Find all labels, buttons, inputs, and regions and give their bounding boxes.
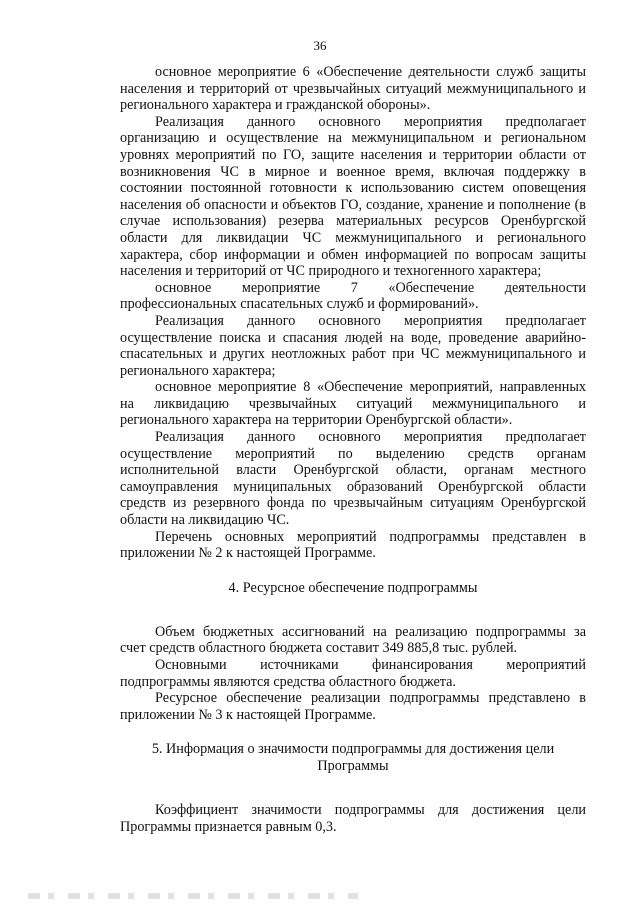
paragraph-activity-8-description: Реализация данного основного мероприятия предполагает осуществление мероприятий по выделению средств органам исполнительной власти Оренбургской области, органам местного самоуправления муниципальных образований Оренбургской области средств из резервного фонда по чрезвычайным ситуациям Оренбургской области на ликвидацию ЧС. xyxy=(120,429,586,529)
section-5-heading-line-2: Программы xyxy=(317,758,389,775)
paragraph-activity-8: основное мероприятие 8 «Обеспечение мероприятий, направленных на ликвидацию чрезвычайных ситуаций межмуниципального и регионального характера на территории Оренбургской области». xyxy=(120,379,586,429)
spacer xyxy=(120,775,586,802)
spacer xyxy=(120,597,586,624)
paragraph-activity-7: основное мероприятие 7 «Обеспечение деятельности профессиональных спасательных служб и формирований». xyxy=(120,279,586,313)
page-content xyxy=(120,64,586,836)
paragraph-activity-6: основное мероприятие 6 «Обеспечение деятельности служб защиты населения и территорий от чрезвычайных ситуаций межмуниципального и регионального характера и гражданской обороны». xyxy=(120,64,586,114)
paragraph-budget-volume: Объем бюджетных ассигнований на реализацию подпрограммы за счет средств областного бюджета составит 349 885,8 тыс. рублей. xyxy=(120,623,586,657)
paragraph-activity-7-description: Реализация данного основного мероприятия предполагает осуществление поиска и спасания людей на воде, проведение аварийно-спасательных и других неотложных работ при ЧС межмуниципального и регионального характера; xyxy=(120,312,586,379)
paragraph-appendix-3-reference: Ресурсное обеспечение реализации подпрограммы представлено в приложении № 3 к настоящей Программе. xyxy=(120,690,586,723)
paragraph-appendix-2-reference: Перечень основных мероприятий подпрограммы представлен в приложении № 2 к настоящей Программе. xyxy=(120,528,586,562)
paragraph-significance-coefficient: Коэффициент значимости подпрограммы для достижения цели Программы признается равным 0,3. xyxy=(120,802,586,835)
scan-footer-artifact xyxy=(28,893,358,899)
section-5-heading-line-1: 5. Информация о значимости подпрограммы для достижения цели xyxy=(151,741,555,758)
paragraph-funding-sources: Основными источниками финансирования мероприятий подпрограммы являются средства областного бюджета. xyxy=(120,657,586,690)
spacer xyxy=(120,562,586,580)
paragraph-activity-6-description: Реализация данного основного мероприятия предполагает организацию и осуществление на межмуниципальном и региональном уровнях мероприятий по ГО, защите населения и территории области от возникновения ЧС в мирное и военное время, включая поддержку в состоянии постоянной готовности к использованию систем оповещения населения об опасности и объектов ГО, создание, хранение и пополнение (в случае использования) резерва материальных ресурсов Оренбургской области для ликвидации ЧС межмуниципального и регионального характера, сбор информации и обмен информацией по вопросам защиты населения и территорий от ЧС природного и техногенного характера; xyxy=(120,113,586,280)
section-4-heading: 4. Ресурсное обеспечение подпрограммы xyxy=(228,579,478,596)
spacer xyxy=(120,723,586,741)
page-number: 36 xyxy=(313,38,327,53)
